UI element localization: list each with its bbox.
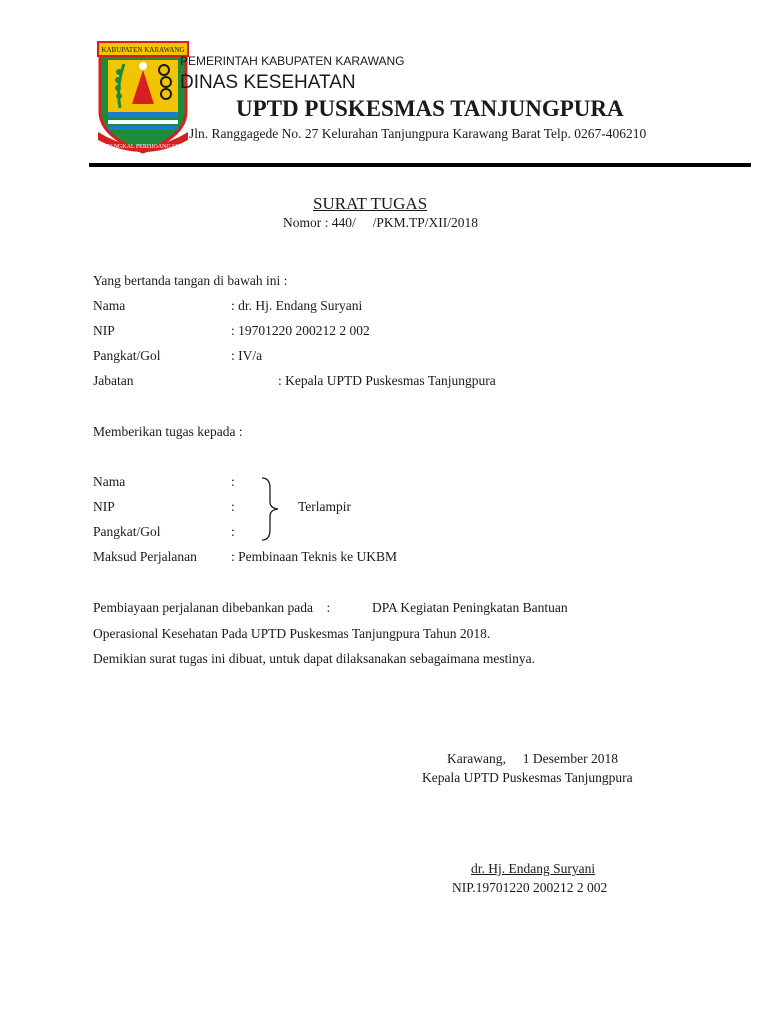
issuer-nama-value: : dr. Hj. Endang Suryani bbox=[231, 298, 363, 313]
funding-value: DPA Kegiatan Peningkatan Bantuan bbox=[372, 600, 568, 615]
signer-nip: NIP.19701220 200212 2 002 bbox=[452, 880, 608, 895]
issuer-pangkat-value: : IV/a bbox=[231, 348, 263, 363]
signer-name: dr. Hj. Endang Suryani bbox=[471, 861, 596, 876]
kop-alamat: Jln. Ranggagede No. 27 Kelurahan Tanjungpura Karawang Barat Telp. 0267-406210 bbox=[189, 126, 647, 141]
signer-position: Kepala UPTD Puskesmas Tanjungpura bbox=[422, 770, 633, 785]
issuer-nama-label: Nama bbox=[93, 298, 126, 313]
issuer-pangkat-label: Pangkat/Gol bbox=[93, 348, 161, 363]
assignee-pangkat-label: Pangkat/Gol bbox=[93, 524, 161, 539]
assignee-maksud-label: Maksud Perjalanan bbox=[93, 549, 197, 564]
logo-bottom-text: PANGKAL PERDJOANGAN bbox=[106, 144, 180, 150]
issuer-jabatan-value: : Kepala UPTD Puskesmas Tanjungpura bbox=[278, 373, 496, 388]
assignee-nip-value: : bbox=[231, 499, 235, 514]
closing-sentence: Demikian surat tugas ini dibuat, untuk dapat dilaksanakan sebagaimana mestinya. bbox=[93, 651, 536, 666]
assignee-nama-value: : bbox=[231, 474, 235, 489]
assignee-intro: Memberikan tugas kepada : bbox=[93, 424, 243, 439]
kop-divider bbox=[89, 163, 751, 167]
kop-dinas: DINAS KESEHATAN bbox=[180, 72, 356, 93]
issuer-intro: Yang bertanda tangan di bawah ini : bbox=[93, 273, 288, 288]
place-date: Karawang, 1 Desember 2018 bbox=[447, 751, 618, 766]
assignee-nama-label: Nama bbox=[93, 474, 126, 489]
kop-pemerintah: PEMERINTAH KABUPATEN KARAWANG bbox=[180, 54, 405, 68]
assignee-pangkat-value: : bbox=[231, 524, 235, 539]
letter-number: Nomor : 440/ /PKM.TP/XII/2018 bbox=[283, 215, 479, 230]
funding-label: Pembiayaan perjalanan dibebankan pada : bbox=[93, 600, 331, 615]
letter-title: SURAT TUGAS bbox=[313, 194, 428, 213]
karawang-emblem-logo bbox=[94, 40, 192, 156]
issuer-nip-value: : 19701220 200212 2 002 bbox=[231, 323, 370, 338]
issuer-nip-label: NIP bbox=[93, 323, 115, 338]
funding-line2: Operasional Kesehatan Pada UPTD Puskesmas Tanjungpura Tahun 2018. bbox=[93, 626, 491, 641]
logo-top-text: KABUPATEN KARAWANG bbox=[101, 46, 185, 54]
issuer-jabatan-label: Jabatan bbox=[93, 373, 134, 388]
assignee-terlampir: Terlampir bbox=[298, 499, 352, 514]
assignee-maksud-value: : Pembinaan Teknis ke UKBM bbox=[231, 549, 398, 564]
kop-puskesmas: UPTD PUSKESMAS TANJUNGPURA bbox=[236, 96, 624, 121]
curly-brace-icon bbox=[258, 476, 284, 542]
assignee-nip-label: NIP bbox=[93, 499, 115, 514]
